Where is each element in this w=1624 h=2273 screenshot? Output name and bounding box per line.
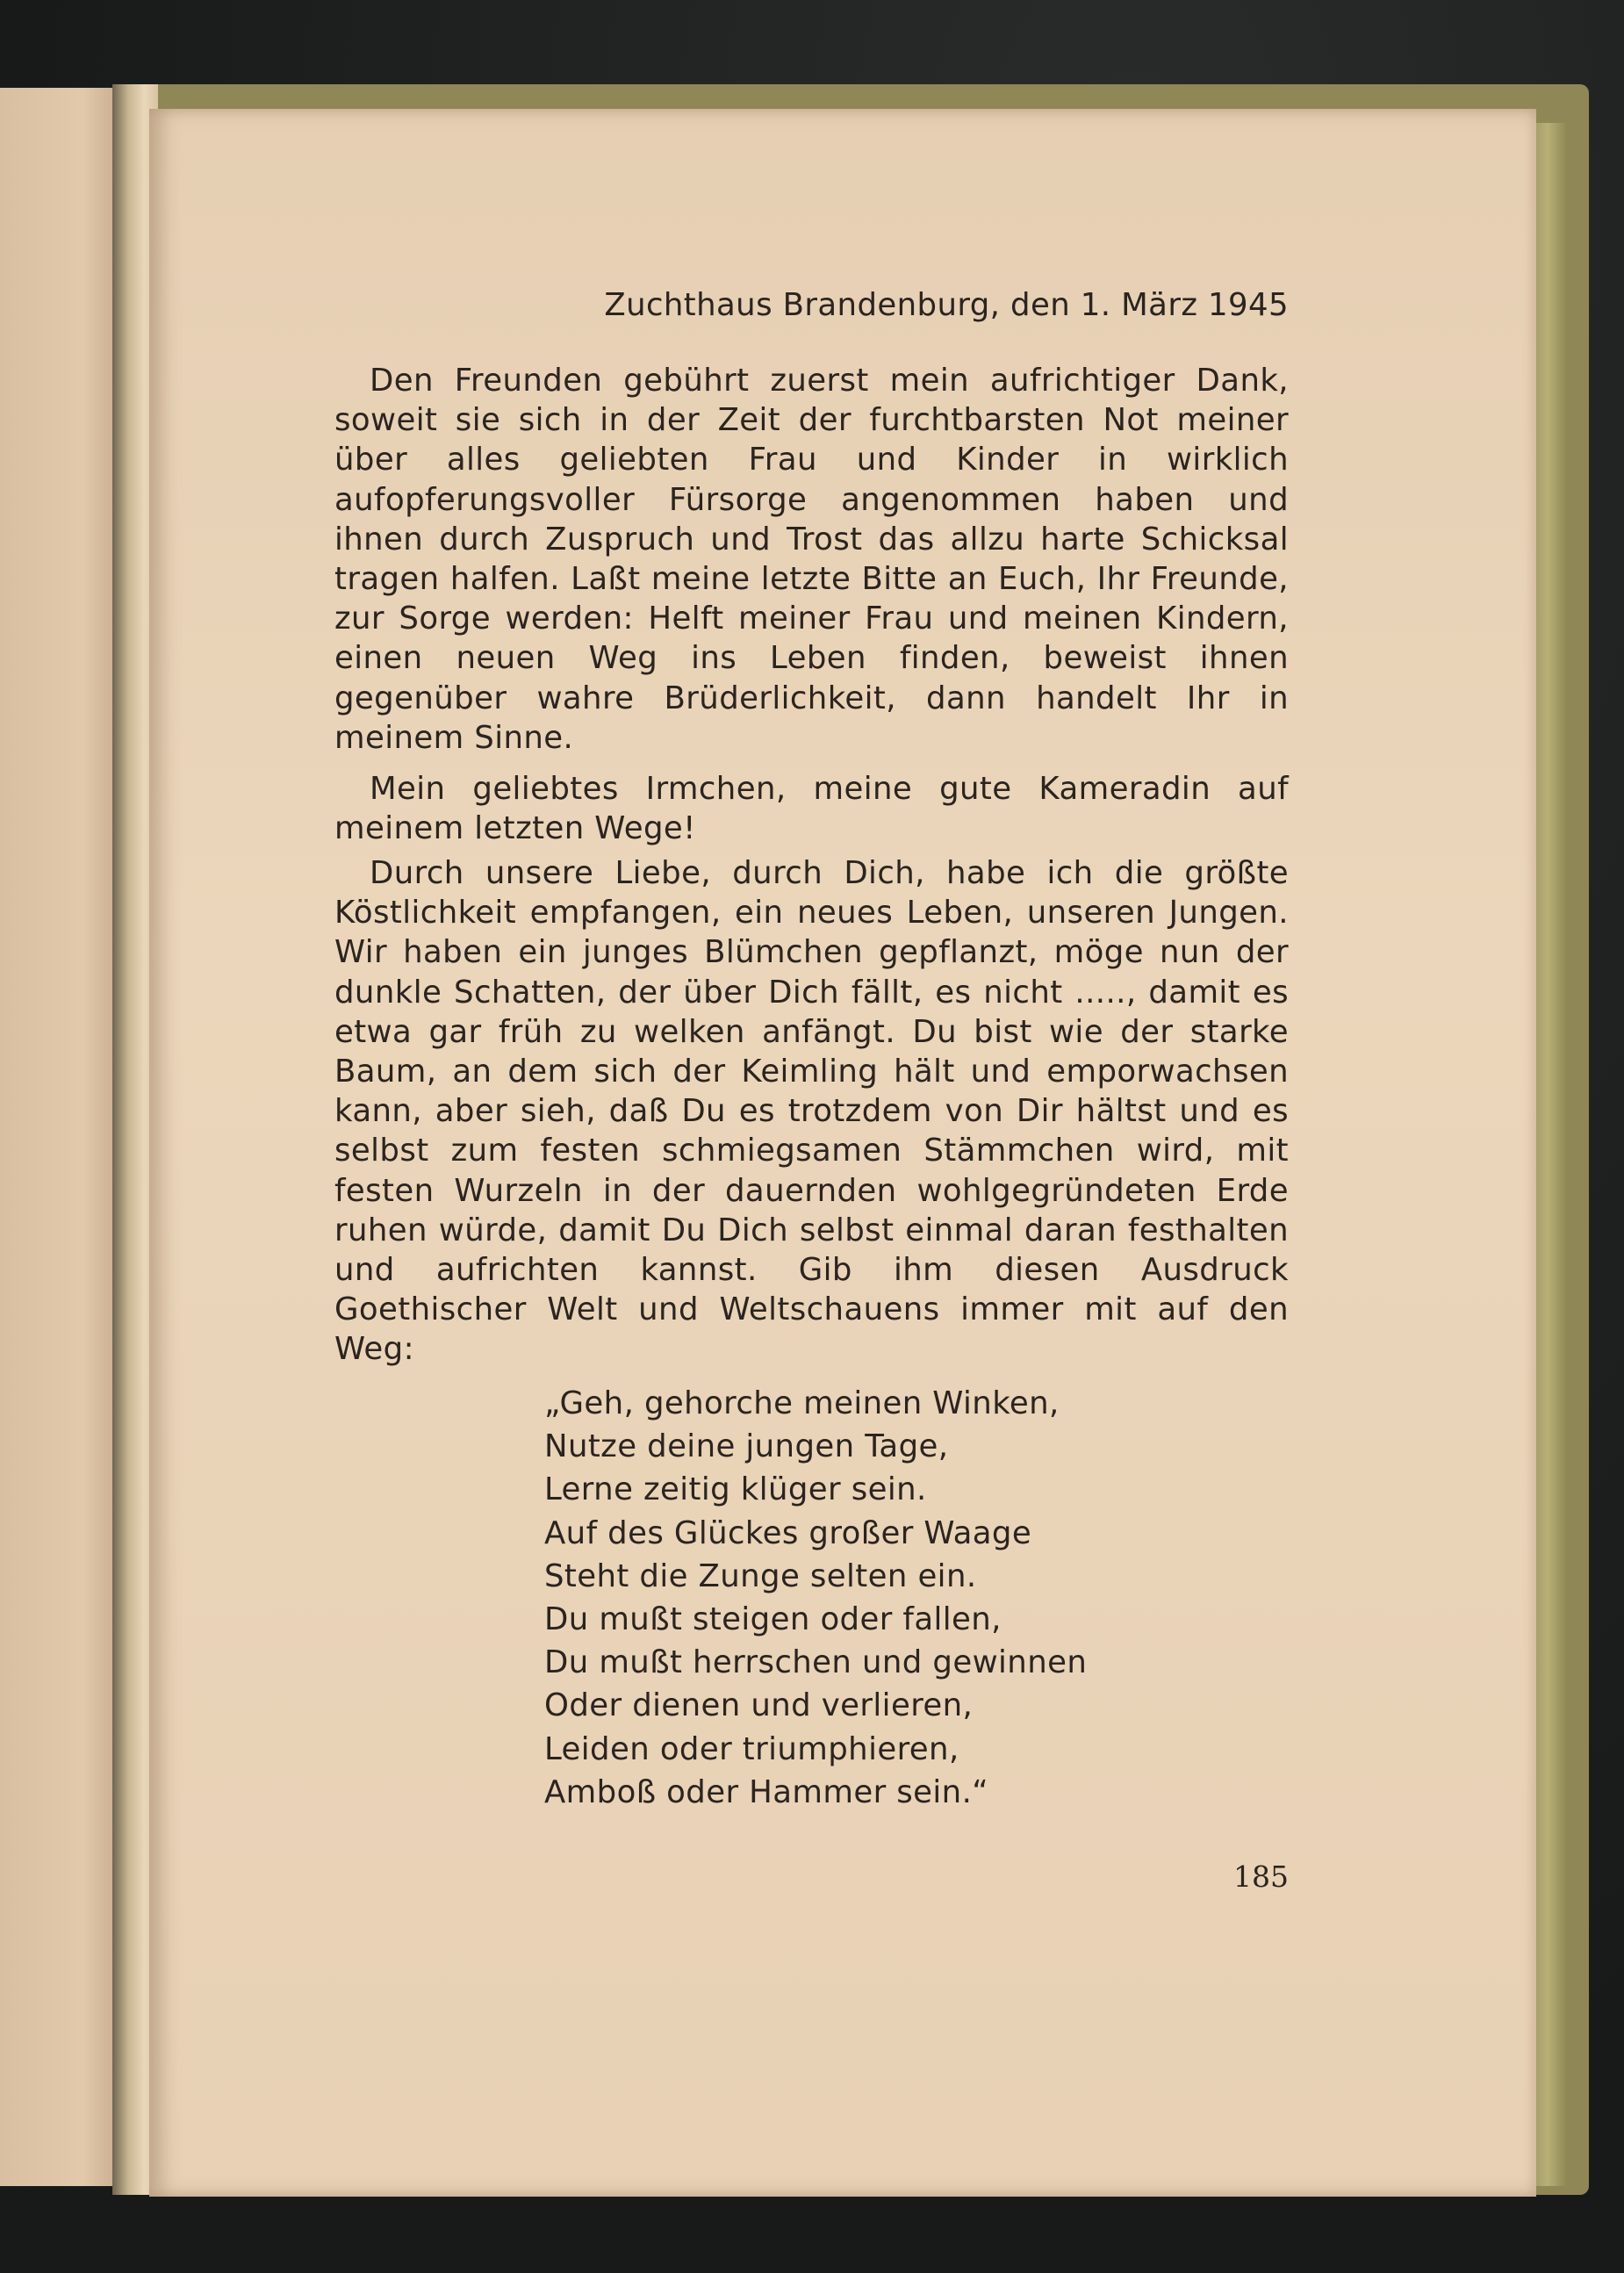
poem-line: Nutze deine jungen Tage, bbox=[544, 1428, 949, 1465]
poem-line: Leiden oder triumphieren, bbox=[544, 1730, 959, 1767]
paragraph: Den Freunden gebührt zuerst mein aufrichtiger Dank, soweit sie sich in der Zeit der furchtbarsten Not meiner über alles geliebten Frau und Kinder in wirklich aufopferungsvoller Fürsorge angenommen haben und ihnen durch Zuspruch und Trost das allzu harte Schicksal tragen halfen. Laßt meine letzte Bitte an Euch, Ihr Freunde, zur Sorge werden: Helft meiner Frau und meinen Kindern, einen neuen Weg ins Leben finden, beweist ihnen gegenüber wahre Brüderlichkeit, dann handelt Ihr in meinem Sinne. bbox=[334, 363, 1289, 756]
body-text bbox=[334, 769, 1289, 853]
poem bbox=[544, 1382, 1087, 1814]
poem-line: „Geh, gehorche meinen Winken, bbox=[544, 1385, 1060, 1421]
poem-line: Steht die Zunge selten ein. bbox=[544, 1557, 977, 1594]
page-number: 185 bbox=[1233, 1859, 1289, 1894]
poem-line: Du mußt herrschen und gewinnen bbox=[544, 1644, 1088, 1681]
poem-line: Du mußt steigen oder fallen, bbox=[544, 1601, 1002, 1638]
poem-line: Lerne zeitig klüger sein. bbox=[544, 1471, 927, 1508]
paragraph: Mein geliebtes Irmchen, meine gute Kameradin auf meinem letzten Wege! bbox=[334, 771, 1289, 847]
body-text bbox=[334, 361, 1289, 763]
previous-page bbox=[0, 88, 121, 2186]
poem-line: Amboß oder Hammer sein.“ bbox=[544, 1773, 989, 1810]
dateline: Zuchthaus Brandenburg, den 1. März 1945 bbox=[604, 287, 1289, 323]
body-text bbox=[334, 853, 1289, 1375]
poem-line: Oder dienen und verlieren, bbox=[544, 1687, 974, 1724]
paragraph: Durch unsere Liebe, durch Dich, habe ich die größte Köstlichkeit empfangen, ein neues Leben, unseren Jungen. Wir haben ein junges Blümchen gepflanzt, möge nun der dunkle Schatten, der über Dich fällt, es nicht ....., damit es etwa gar früh zu welken anfängt. Du bist wie der starke Baum, an dem sich der Keimling hält und emporwachsen kann, aber sieh, daß Du es trotzdem von Dir hältst und es selbst zum festen schmiegsamen Stämmchen wird, mit festen Wurzeln in der dauernden wohlgegründeten Erde ruhen würde, damit Du Dich selbst einmal daran festhalten und aufrichten kannst. Gib ihm diesen Ausdruck Goethischer Welt und Weltschauens immer mit auf den Weg: bbox=[334, 855, 1289, 1368]
poem-line: Auf des Glückes großer Waage bbox=[544, 1514, 1032, 1551]
